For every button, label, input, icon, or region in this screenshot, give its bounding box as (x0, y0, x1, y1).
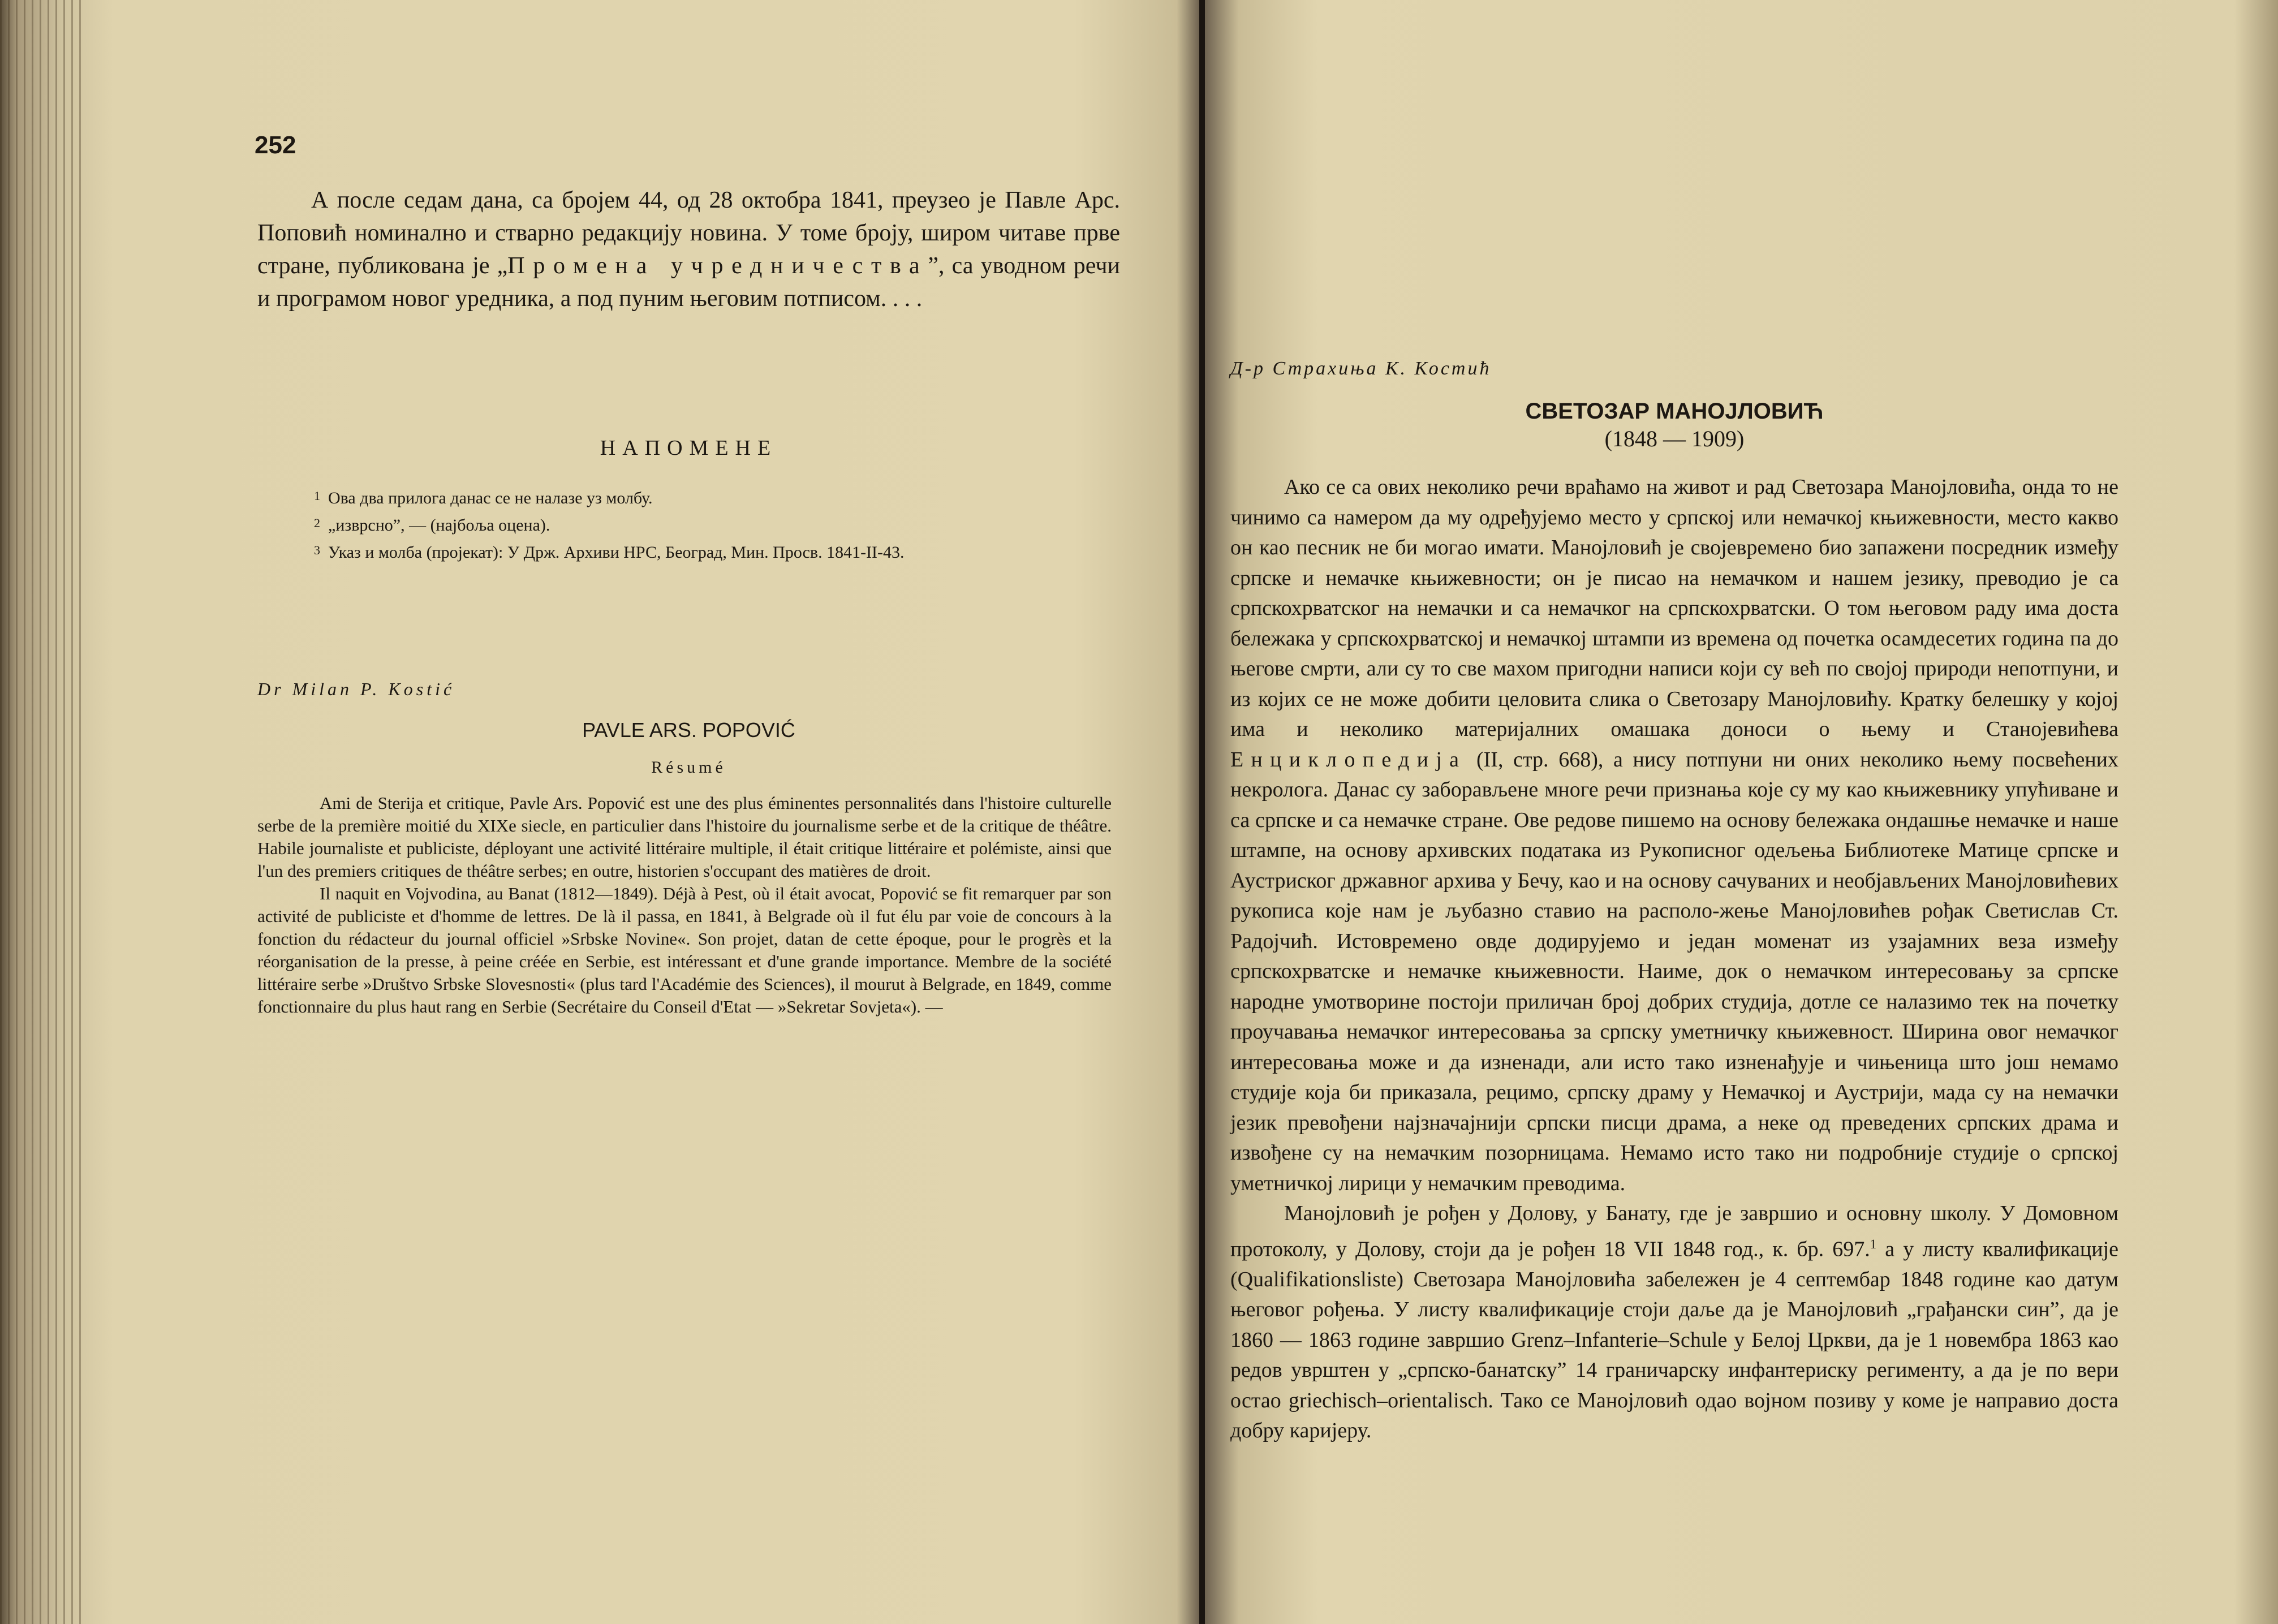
body-text: Ако се са ових неколико речи враћамо на живот и рад Светозара Манојловића, онда то не чинимо са намером да му одређујемо место у српској или немачкој књижевности, место какво он као песник не би могао имати. Манојловић је својевремено био запажени посредник између српске и немачке књижевности; он је писао на немачком и нашем језику, преводио је са српскохрватског на немачки и са немачког на српскохрватски. О том његовом раду има доста бележака у српскохрватској и немачкој штампи из времена од почетка осамдесетих година па до његове смрти, али су то све махом пригодни написи који су већ по својој природи непотпуни, и из којих се не може добити целовита слика о Светозару Манојловићу. Кратку белешку у којој има и неколико материјалних омашака доноси о њему и Станојевићева (1230, 475, 2118, 741)
note-item (314, 538, 1134, 565)
intro-text-1: А после седам дана, са бројем 44, од 28 октобра 1841, преузео је Павле Арс. Поповић номинално и стварно редакцију новина. У томе броју, широм читаве прве стране, публикована је „ (257, 187, 1120, 279)
resume-block (257, 792, 1112, 1018)
intro-paragraph-block (257, 184, 1120, 315)
notes-list (314, 484, 1134, 565)
note-number: 3 (314, 543, 320, 557)
body-text: а у листу квалификације (Qualifikationsliste) Светозара Манојловића забележен је 4 септембар 1848 године као датум његовог рођења. У листу квалификације стоји даље да је Манојловић „грађански син”, да је 1860 — 1863 године завршио Grenz–Infanterie–Schule у Белој Цркви, да је 1 новембра 1863 као редов уврштен у „српско-банатску” 14 граничарску инфантериску регименту, а да је по вери остао griechisch–orientalisch. Тако се Манојловић одао војном позиву у коме је направио доста добру каријеру. (1230, 1237, 2118, 1443)
footnote-marker: 1 (1870, 1237, 1877, 1251)
resume-author: Dr Milan P. Kostić (257, 679, 455, 699)
intro-spaced-title: Промена учредничества (507, 253, 928, 279)
note-text: „изврсно”, — (најбоља оцена). (328, 516, 550, 535)
page-edge-stack (0, 0, 85, 1624)
note-text: Ова два прилога данас се не налазе уз молбу. (328, 489, 653, 507)
note-item (314, 511, 1134, 538)
encyclopedia-title: Енциклопедија (1230, 747, 1467, 772)
intro-text-3: ”, са уводном речи и програмом новог уредника, а под пуним његовим потписом. . . . (257, 253, 1121, 312)
body-paragraph-1 (1230, 472, 2118, 1199)
resume-heading: Résumé (651, 758, 726, 777)
body-text: Манојловић је рођен у Долову, у Банату, где је завршио и основну школу. У Домовном протоколу, у Долову, стоји да је рођен 18 VII 1848 год., к. бр. 697. (1230, 1201, 2118, 1261)
notes-heading: НАПОМЕНЕ (600, 436, 778, 460)
note-item (314, 484, 1134, 511)
right-page (1205, 0, 2278, 1624)
resume-article-title: PAVLE ARS. POPOVIĆ (582, 718, 795, 742)
note-text: Указ и молба (пројекат): У Држ. Архиви НРС, Београд, Мин. Просв. 1841-II-43. (328, 543, 905, 562)
body-text: (II, стр. 668), а нису потпуни ни оних неколико њему посвећених некролога. Данас су заборављене многе речи признања које су му као књижевнику упућиване и са српске и са немачке стране. Ове редове пишемо на основу бележака ондашње немачке и наше штампе, на основу архивских података из Рукописног одељења Библиотеке Матице српске и Аустриског државног архива у Бечу, као и на основу сачуваних и необјављених Манојловићевих рукописа које нам је љубазно ставио на располо-жење Манојловићев рођак Светислав Ст. Радојчић. Истовремено овде додирујемо и један моменат из узајамних веза између српскохрватске и немачке књижевности. Наиме, док о немачком интересовању за српске народне умотворине постоји приличан број добрих студија, дотле се налазимо тек на почетку проучавања немачког интересовања за српску уметничку књижевност. Ширина овог немачког интересовања може и да изненади, али исто тако изненађује и чињеница што још немамо студије која би приказала, рецимо, српску драму у Немачкој и Аустрији, мада су на немачки језик превођени најзначајнији српски писци драма, а неке од преведених српских драма и извођене су на немачким позорницама. Немамо исто тако ни подробније студије о српској уметничкој лирици у немачким преводима. (1230, 747, 2118, 1195)
body-paragraph-2 (1230, 1199, 2118, 1446)
page-number: 252 (255, 131, 296, 159)
article-dates: (1848 — 1909) (1604, 426, 1745, 451)
intro-paragraph (257, 184, 1120, 315)
article-title: СВЕТОЗАР МАНОЈЛОВИЋ (1525, 399, 1824, 424)
note-number: 1 (314, 489, 320, 503)
resume-paragraph: Il naquit en Vojvodina, au Banat (1812—1849). Déjà à Pest, où il était avocat, Popović se fit remarquer par son activité de publiciste et d'homme de lettres. De là il passa, en 1841, à Belgrade où il fut élu par voie de concours à la fonction du rédacteur du journal officiel »Srbske Novine«. Son projet, datan de cette époque, pour le progrès et la réorganisation de la presse, à peine créée en Serbie, est intéressant et d'une grande importance. Membre de la société littéraire serbe »Društvo Srbske Slovesnosti« (plus tard l'Académie des Sciences), il mourut à Belgrade, en 1849, comme fonctionnaire du plus haut rang en Serbie (Secrétaire du Conseil d'Etat — »Sekretar Sovjeta«). — (257, 884, 1112, 1016)
article-author: Д-р Страхиња К. Костић (1230, 358, 1492, 379)
note-number: 2 (314, 516, 320, 530)
article-body (1230, 472, 2118, 1446)
resume-paragraph: Ami de Sterija et critique, Pavle Ars. Popović est une des plus éminentes personnalités dans l'histoire culturelle serbe de la première moitié du XIXe siecle, en particulier dans l'histoire du journalisme serbe et de la critique de théâtre. Habile journaliste et publiciste, déployant une activité littéraire multiple, il était critique littéraire et polémiste, ainsi que l'un des premiers critiques de théâtre serbes; en outre, historien s'occupant des matières de droit. (257, 793, 1112, 881)
